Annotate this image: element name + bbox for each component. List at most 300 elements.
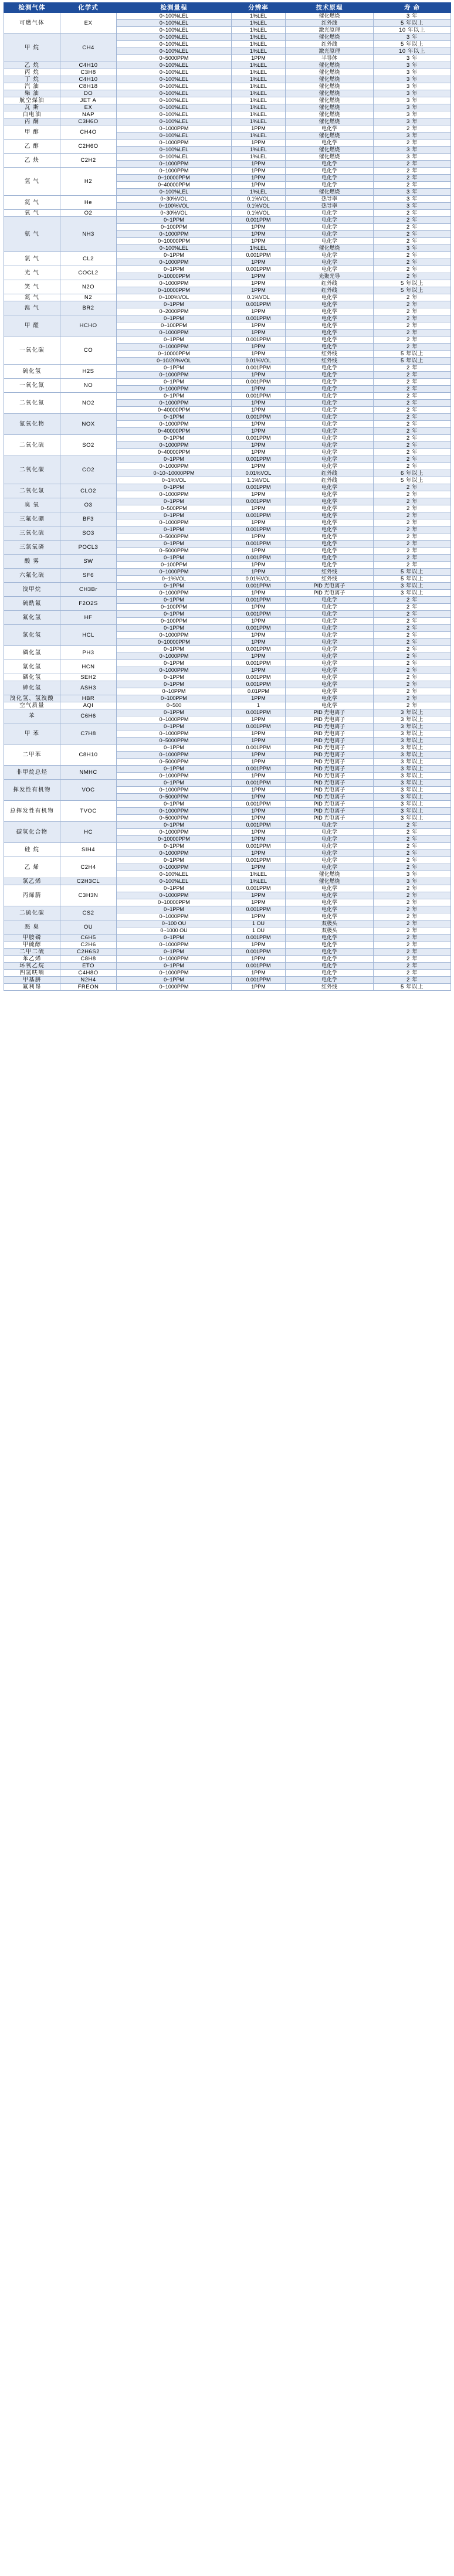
- cell-resolution: 1PPM: [232, 562, 286, 569]
- cell-life: 2 年: [374, 653, 451, 660]
- cell-resolution: 0.001PPM: [232, 456, 286, 463]
- cell-technology: 催化燃烧: [286, 154, 374, 161]
- cell-gas-name: 笑 气: [4, 280, 60, 294]
- cell-gas-name: 氯化氢: [4, 625, 60, 646]
- cell-detection-range: 0~40000PPM: [117, 407, 232, 414]
- cell-technology: 电化学: [286, 526, 374, 533]
- cell-technology: 电化学: [286, 829, 374, 836]
- cell-chemical-formula: TVOC: [60, 801, 117, 822]
- table-row: [4, 723, 451, 730]
- table-row: [4, 611, 451, 618]
- cell-resolution: 1PPM: [232, 231, 286, 238]
- cell-detection-range: 0~1000PPM: [117, 730, 232, 738]
- cell-resolution: 1PPM: [232, 892, 286, 899]
- table-row: [4, 674, 451, 681]
- cell-detection-range: 0~30%VOL: [117, 210, 232, 217]
- cell-resolution: 1PPM: [232, 329, 286, 337]
- cell-technology: 电化学: [286, 597, 374, 604]
- cell-detection-range: 0~1PPM: [117, 583, 232, 590]
- cell-resolution: 1 OU: [232, 927, 286, 934]
- cell-technology: 电化学: [286, 843, 374, 850]
- cell-technology: 电化学: [286, 977, 374, 984]
- cell-gas-name: 四氢呋喃: [4, 970, 60, 977]
- cell-life: 3 年以上: [374, 723, 451, 730]
- table-row: [4, 484, 451, 491]
- cell-detection-range: 0~1%VOL: [117, 477, 232, 484]
- cell-life: 2 年: [374, 913, 451, 920]
- cell-life: 2 年: [374, 899, 451, 906]
- cell-resolution: 1PPM: [232, 421, 286, 428]
- cell-resolution: 1%LEL: [232, 27, 286, 34]
- cell-technology: PID 光电离子: [286, 745, 374, 752]
- cell-detection-range: 0~100PPM: [117, 604, 232, 611]
- cell-resolution: 1PPM: [232, 428, 286, 435]
- cell-technology: 催化燃烧: [286, 62, 374, 69]
- cell-chemical-formula: NMHC: [60, 766, 117, 780]
- cell-resolution: 0.001PPM: [232, 681, 286, 688]
- table-row: [4, 280, 451, 287]
- cell-detection-range: 0~1PPM: [117, 681, 232, 688]
- cell-resolution: 0.1%VOL: [232, 196, 286, 203]
- table-row: [4, 709, 451, 716]
- cell-life: 3 年: [374, 62, 451, 69]
- table-row: [4, 977, 451, 984]
- cell-life: 3 年: [374, 111, 451, 118]
- cell-resolution: 1PPM: [232, 667, 286, 674]
- cell-gas-name: 丙烯腈: [4, 885, 60, 906]
- cell-detection-range: 0~1000PPM: [117, 984, 232, 991]
- cell-gas-name: 磷化氢: [4, 646, 60, 660]
- cell-detection-range: 0~1000PPM: [117, 400, 232, 407]
- cell-resolution: 0.001PPM: [232, 780, 286, 787]
- cell-technology: PID 光电离子: [286, 738, 374, 745]
- cell-technology: 电化学: [286, 956, 374, 963]
- cell-gas-name: 恶 臭: [4, 920, 60, 934]
- cell-detection-range: 0~1PPM: [117, 660, 232, 667]
- cell-gas-name: 二甲二硫: [4, 949, 60, 956]
- cell-chemical-formula: EX: [60, 104, 117, 111]
- cell-technology: 电化学: [286, 372, 374, 379]
- cell-technology: 催化燃烧: [286, 245, 374, 252]
- cell-detection-range: 0~40000PPM: [117, 182, 232, 189]
- cell-technology: 电化学: [286, 365, 374, 372]
- cell-technology: 双极头: [286, 920, 374, 927]
- table-row: [4, 885, 451, 892]
- cell-technology: 电化学: [286, 864, 374, 871]
- cell-gas-name: 氯乙烯: [4, 878, 60, 885]
- cell-detection-range: 0~1000PPM: [117, 653, 232, 660]
- cell-life: 2 年: [374, 829, 451, 836]
- table-row: [4, 920, 451, 927]
- cell-life: 5 年以上: [374, 576, 451, 583]
- cell-technology: PID 光电离子: [286, 794, 374, 801]
- cell-gas-name: 挥发性有机物: [4, 780, 60, 801]
- cell-chemical-formula: AQI: [60, 702, 117, 709]
- cell-detection-range: 0~1PPM: [117, 541, 232, 548]
- cell-life: 10 年以上: [374, 27, 451, 34]
- cell-detection-range: 0~1000PPM: [117, 787, 232, 794]
- cell-chemical-formula: PH3: [60, 646, 117, 660]
- cell-life: 2 年: [374, 315, 451, 322]
- cell-resolution: 0.001PPM: [232, 843, 286, 850]
- cell-gas-name: 硅 烷: [4, 843, 60, 857]
- cell-technology: 电化学: [286, 210, 374, 217]
- cell-detection-range: 0~1PPM: [117, 555, 232, 562]
- cell-detection-range: 0~1000PPM: [117, 808, 232, 815]
- cell-life: 2 年: [374, 400, 451, 407]
- cell-resolution: 1PPM: [232, 829, 286, 836]
- cell-chemical-formula: CS2: [60, 906, 117, 920]
- cell-technology: 激光原理: [286, 48, 374, 55]
- cell-detection-range: 0~5000PPM: [117, 55, 232, 62]
- cell-life: 2 年: [374, 885, 451, 892]
- cell-resolution: 1: [232, 702, 286, 709]
- cell-life: 3 年: [374, 34, 451, 41]
- table-row: [4, 745, 451, 752]
- cell-detection-range: 0~100%LEL: [117, 90, 232, 97]
- cell-technology: 激光原理: [286, 27, 374, 34]
- cell-technology: 电化学: [286, 519, 374, 526]
- cell-life: 3 年: [374, 97, 451, 104]
- cell-resolution: 1PPM: [232, 463, 286, 470]
- cell-detection-range: 0~1PPM: [117, 435, 232, 442]
- cell-chemical-formula: CL2: [60, 252, 117, 266]
- cell-technology: 电化学: [286, 329, 374, 337]
- cell-life: 2 年: [374, 125, 451, 132]
- cell-life: 3 年以上: [374, 815, 451, 822]
- cell-chemical-formula: C4H8O: [60, 970, 117, 977]
- cell-chemical-formula: C8H10: [60, 745, 117, 766]
- cell-resolution: 1PPM: [232, 956, 286, 963]
- cell-technology: 电化学: [286, 625, 374, 632]
- cell-life: 2 年: [374, 266, 451, 273]
- table-row: [4, 843, 451, 850]
- table-row: [4, 34, 451, 41]
- cell-technology: 电化学: [286, 217, 374, 224]
- cell-life: 3 年: [374, 203, 451, 210]
- cell-chemical-formula: EX: [60, 13, 117, 34]
- cell-life: 2 年: [374, 210, 451, 217]
- cell-chemical-formula: NO: [60, 379, 117, 393]
- cell-resolution: 0.001PPM: [232, 252, 286, 259]
- cell-technology: 催化燃烧: [286, 104, 374, 111]
- cell-resolution: 1PPM: [232, 224, 286, 231]
- table-row: [4, 315, 451, 322]
- cell-life: 2 年: [374, 702, 451, 709]
- cell-technology: 电化学: [286, 963, 374, 970]
- table-row: [4, 583, 451, 590]
- cell-technology: 电化学: [286, 892, 374, 899]
- cell-technology: PID 光电离子: [286, 766, 374, 773]
- cell-life: 5 年以上: [374, 41, 451, 48]
- cell-technology: 催化燃烧: [286, 118, 374, 125]
- cell-chemical-formula: NO2: [60, 393, 117, 414]
- cell-technology: 电化学: [286, 175, 374, 182]
- cell-detection-range: 0~1000PPM: [117, 259, 232, 266]
- cell-resolution: 0.001PPM: [232, 745, 286, 752]
- cell-life: 2 年: [374, 632, 451, 639]
- cell-life: 3 年以上: [374, 766, 451, 773]
- cell-life: 2 年: [374, 963, 451, 970]
- cell-detection-range: 0~100%LEL: [117, 97, 232, 104]
- cell-life: 2 年: [374, 428, 451, 435]
- cell-resolution: 1PPM: [232, 533, 286, 541]
- cell-technology: 电化学: [286, 541, 374, 548]
- gas-sensor-table: [4, 2, 451, 991]
- cell-gas-name: 二氧化碳: [4, 456, 60, 484]
- cell-life: 2 年: [374, 414, 451, 421]
- cell-gas-name: 氮 气: [4, 294, 60, 301]
- cell-detection-range: 0~10000PPM: [117, 351, 232, 358]
- cell-resolution: 1%LEL: [232, 154, 286, 161]
- cell-resolution: 1PPM: [232, 280, 286, 287]
- cell-life: 2 年: [374, 674, 451, 681]
- cell-gas-name: 溴 气: [4, 301, 60, 315]
- cell-technology: PID 光电离子: [286, 808, 374, 815]
- cell-detection-range: 0~1PPM: [117, 379, 232, 386]
- cell-detection-range: 0~1000PPM: [117, 569, 232, 576]
- cell-technology: PID 光电离子: [286, 583, 374, 590]
- cell-resolution: 1PPM: [232, 259, 286, 266]
- cell-detection-range: 0~100%LEL: [117, 104, 232, 111]
- cell-detection-range: 0~1PPM: [117, 414, 232, 421]
- cell-technology: PID 光电离子: [286, 780, 374, 787]
- table-row: [4, 76, 451, 83]
- cell-detection-range: 0~10000PPM: [117, 238, 232, 245]
- cell-technology: 电化学: [286, 548, 374, 555]
- cell-life: 2 年: [374, 491, 451, 498]
- cell-resolution: 0.01%VOL: [232, 358, 286, 365]
- cell-resolution: 1PPM: [232, 604, 286, 611]
- cell-detection-range: 0~100%LEL: [117, 13, 232, 20]
- cell-chemical-formula: COCL2: [60, 266, 117, 280]
- cell-technology: 电化学: [286, 386, 374, 393]
- cell-detection-range: 0~100%VOL: [117, 203, 232, 210]
- cell-life: 5 年以上: [374, 984, 451, 991]
- table-row: [4, 301, 451, 308]
- cell-life: 2 年: [374, 646, 451, 653]
- cell-gas-name: 甲基肼: [4, 977, 60, 984]
- cell-technology: 电化学: [286, 161, 374, 168]
- cell-chemical-formula: C2H4: [60, 857, 117, 878]
- cell-detection-range: 0~1000PPM: [117, 372, 232, 379]
- cell-technology: PID 光电离子: [286, 787, 374, 794]
- cell-chemical-formula: POCL3: [60, 541, 117, 555]
- cell-technology: 电化学: [286, 562, 374, 569]
- cell-life: 2 年: [374, 519, 451, 526]
- cell-life: 2 年: [374, 182, 451, 189]
- column-header-technology: 技术原理: [286, 3, 374, 13]
- cell-detection-range: 0~1000PPM: [117, 752, 232, 759]
- cell-resolution: 0.001PPM: [232, 393, 286, 400]
- cell-chemical-formula: ETO: [60, 963, 117, 970]
- cell-resolution: 1PPM: [232, 695, 286, 702]
- cell-detection-range: 0~1PPM: [117, 315, 232, 322]
- cell-gas-name: 一氧化氮: [4, 379, 60, 393]
- cell-gas-name: 硫酰氟: [4, 597, 60, 611]
- cell-resolution: 1PPM: [232, 836, 286, 843]
- cell-resolution: 1%LEL: [232, 104, 286, 111]
- cell-life: 2 年: [374, 238, 451, 245]
- cell-technology: 电化学: [286, 604, 374, 611]
- cell-resolution: 1PPM: [232, 569, 286, 576]
- cell-gas-name: 硒化氢: [4, 674, 60, 681]
- cell-technology: 电化学: [286, 632, 374, 639]
- cell-resolution: 1PPM: [232, 864, 286, 871]
- cell-detection-range: 0~1PPM: [117, 906, 232, 913]
- cell-resolution: 1PPM: [232, 618, 286, 625]
- cell-detection-range: 0~1PPM: [117, 456, 232, 463]
- cell-resolution: 1PPM: [232, 161, 286, 168]
- cell-detection-range: 0~1000PPM: [117, 716, 232, 723]
- table-row: [4, 140, 451, 147]
- cell-technology: PID 光电离子: [286, 716, 374, 723]
- cell-life: 3 年以上: [374, 780, 451, 787]
- cell-resolution: 1%LEL: [232, 132, 286, 140]
- cell-life: 3 年: [374, 69, 451, 76]
- table-row: [4, 555, 451, 562]
- cell-technology: 催化燃烧: [286, 147, 374, 154]
- cell-resolution: 0.001PPM: [232, 611, 286, 618]
- cell-chemical-formula: N2O: [60, 280, 117, 294]
- table-row: [4, 569, 451, 576]
- cell-detection-range: 0~1PPM: [117, 822, 232, 829]
- cell-resolution: 0.001PPM: [232, 674, 286, 681]
- cell-resolution: 1%LEL: [232, 41, 286, 48]
- cell-gas-name: 氯 气: [4, 252, 60, 266]
- cell-gas-name: 氰化氢: [4, 660, 60, 674]
- cell-resolution: 0.001PPM: [232, 646, 286, 653]
- table-row: [4, 646, 451, 653]
- cell-resolution: 1PPM: [232, 899, 286, 906]
- table-row: [4, 780, 451, 787]
- cell-technology: 电化学: [286, 442, 374, 449]
- cell-resolution: 1PPM: [232, 322, 286, 329]
- table-row: [4, 541, 451, 548]
- cell-resolution: 1PPM: [232, 491, 286, 498]
- cell-resolution: 1%LEL: [232, 147, 286, 154]
- cell-technology: 电化学: [286, 618, 374, 625]
- cell-resolution: 1PPM: [232, 716, 286, 723]
- cell-life: 5 年以上: [374, 280, 451, 287]
- table-header: [4, 3, 451, 13]
- cell-life: 10 年以上: [374, 48, 451, 55]
- cell-life: 3 年以上: [374, 738, 451, 745]
- cell-detection-range: 0~1000 OU: [117, 927, 232, 934]
- cell-detection-range: 0~1000PPM: [117, 442, 232, 449]
- cell-chemical-formula: NAP: [60, 111, 117, 118]
- cell-technology: 电化学: [286, 414, 374, 421]
- table-row: [4, 97, 451, 104]
- cell-detection-range: 0~1PPM: [117, 393, 232, 400]
- cell-resolution: 1PPM: [232, 175, 286, 182]
- cell-gas-name: 溴化氢、氢溴酸: [4, 695, 60, 702]
- cell-life: 2 年: [374, 920, 451, 927]
- cell-detection-range: 0~1000PPM: [117, 942, 232, 949]
- cell-technology: 电化学: [286, 456, 374, 463]
- cell-technology: 电化学: [286, 611, 374, 618]
- cell-chemical-formula: SO3: [60, 526, 117, 541]
- cell-detection-range: 0~1PPM: [117, 217, 232, 224]
- cell-life: 3 年: [374, 132, 451, 140]
- cell-technology: 电化学: [286, 266, 374, 273]
- cell-life: 3 年: [374, 871, 451, 878]
- cell-gas-name: 瓦 斯: [4, 104, 60, 111]
- cell-detection-range: 0~1000PPM: [117, 632, 232, 639]
- cell-detection-range: 0~1PPM: [117, 365, 232, 372]
- cell-technology: 电化学: [286, 646, 374, 653]
- table-row: [4, 414, 451, 421]
- cell-life: 2 年: [374, 484, 451, 491]
- table-row: [4, 695, 451, 702]
- cell-life: 3 年: [374, 118, 451, 125]
- cell-gas-name: 丙 酮: [4, 118, 60, 125]
- cell-chemical-formula: NH3: [60, 217, 117, 252]
- cell-resolution: 1PPM: [232, 984, 286, 991]
- cell-chemical-formula: C2H6O: [60, 140, 117, 154]
- cell-life: 2 年: [374, 956, 451, 963]
- cell-technology: 电化学: [286, 970, 374, 977]
- cell-life: 2 年: [374, 597, 451, 604]
- table-body: [4, 13, 451, 991]
- column-header-resolution: 分辨率: [232, 3, 286, 13]
- cell-resolution: 0.001PPM: [232, 301, 286, 308]
- cell-life: 5 年以上: [374, 351, 451, 358]
- cell-resolution: 1%LEL: [232, 245, 286, 252]
- cell-detection-range: 0~1000PPM: [117, 956, 232, 963]
- cell-detection-range: 0~5000PPM: [117, 794, 232, 801]
- cell-resolution: 1%LEL: [232, 189, 286, 196]
- cell-life: 2 年: [374, 161, 451, 168]
- cell-detection-range: 0~1PPM: [117, 252, 232, 259]
- table-row: [4, 111, 451, 118]
- cell-technology: 电化学: [286, 695, 374, 702]
- cell-life: 2 年: [374, 337, 451, 344]
- cell-life: 2 年: [374, 393, 451, 400]
- cell-detection-range: 0~100%LEL: [117, 118, 232, 125]
- table-row: [4, 963, 451, 970]
- table-row: [4, 294, 451, 301]
- cell-gas-name: 柴 油: [4, 90, 60, 97]
- cell-detection-range: 0~100%LEL: [117, 34, 232, 41]
- cell-resolution: 1PPM: [232, 548, 286, 555]
- table-row: [4, 365, 451, 372]
- cell-chemical-formula: FREON: [60, 984, 117, 991]
- cell-detection-range: 0~1000PPM: [117, 913, 232, 920]
- cell-resolution: 1PPM: [232, 372, 286, 379]
- cell-technology: 红外线: [286, 569, 374, 576]
- cell-detection-range: 0~40000PPM: [117, 428, 232, 435]
- cell-resolution: 0.001PPM: [232, 484, 286, 491]
- cell-gas-name: 可燃气体: [4, 13, 60, 34]
- cell-resolution: 1%LEL: [232, 69, 286, 76]
- cell-gas-name: 氧 气: [4, 210, 60, 217]
- cell-technology: 电化学: [286, 555, 374, 562]
- cell-resolution: 1PPM: [232, 273, 286, 280]
- cell-detection-range: 0~500: [117, 702, 232, 709]
- cell-technology: 电化学: [286, 639, 374, 646]
- cell-gas-name: 二硫化碳: [4, 906, 60, 920]
- cell-life: 6 年以上: [374, 470, 451, 477]
- cell-detection-range: 0~1PPM: [117, 266, 232, 273]
- cell-detection-range: 0~1000PPM: [117, 491, 232, 498]
- cell-resolution: 0.001PPM: [232, 266, 286, 273]
- cell-technology: 催化燃烧: [286, 132, 374, 140]
- cell-detection-range: 0~1PPM: [117, 646, 232, 653]
- cell-chemical-formula: H2: [60, 168, 117, 196]
- cell-gas-name: 甲 醛: [4, 315, 60, 337]
- cell-life: 5 年以上: [374, 20, 451, 27]
